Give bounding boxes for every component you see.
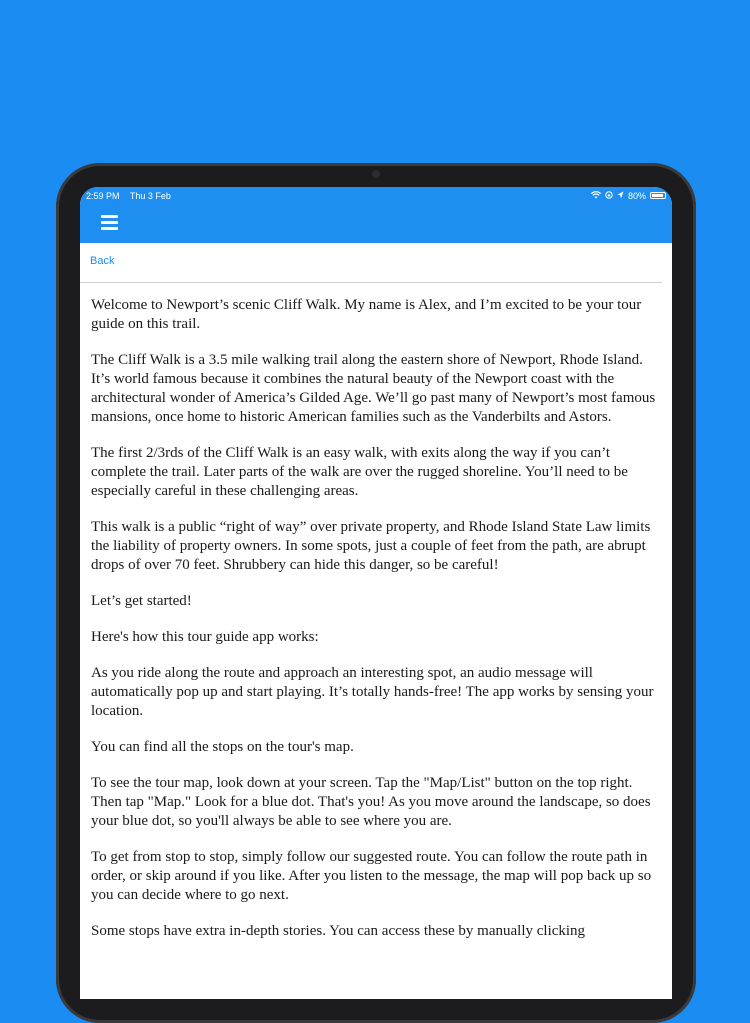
status-date: Thu 3 Feb: [129, 190, 171, 201]
paragraph: As you ride along the route and approach an interesting spot, an audio message will automatically pop up and start playing. It’s totally hands-free! The app works by sensing your location.: [91, 665, 654, 719]
paragraph: To get from stop to stop, simply follow our suggested route. You can follow the route path in order, or skip around if you like. After you listen to the message, the map will pop back up so you can decide where to go next.: [91, 849, 652, 903]
article-body: [80, 296, 672, 941]
battery-icon: [650, 192, 666, 199]
paragraph: You can find all the stops on the tour's map.: [91, 739, 354, 755]
app-screen: [80, 187, 672, 999]
front-camera: [372, 170, 380, 178]
paragraph: The Cliff Walk is a 3.5 mile walking trail along the eastern shore of Newport, Rhode Island. It’s world famous because it combines the natural beauty of the Newport coast with the architectural wonder of America’s Gilded Age. We’ll go past many of Newport’s most famous mansions, once home to historic American families such as the Vanderbilts and Astors.: [91, 352, 656, 425]
app-header: [80, 204, 672, 243]
paragraph: To see the tour map, look down at your screen. Tap the "Map/List" button on the top right. Then tap "Map." Look for a blue dot. That's you! As you move around the landscape, so does your blue dot, so you'll always be able to see where you are.: [91, 775, 651, 829]
paragraph: Welcome to Newport’s scenic Cliff Walk. My name is Alex, and I’m excited to be your tour guide on this trail.: [91, 297, 642, 332]
tablet-frame: [56, 163, 696, 1023]
paragraph: Some stops have extra in-depth stories. You can access these by manually clicking: [91, 923, 586, 939]
orientation-lock-icon: [605, 191, 613, 201]
battery-percent: 80%: [627, 190, 646, 201]
back-bar: [80, 243, 662, 283]
paragraph: The first 2/3rds of the Cliff Walk is an easy walk, with exits along the way if you can’t complete the trail. Later parts of the walk are over the rugged shoreline. You’ll need to be especially careful in these challenging areas.: [91, 445, 628, 499]
status-bar: [80, 187, 672, 204]
status-time: 2:59 PM: [86, 190, 120, 201]
location-arrow-icon: [617, 191, 624, 201]
menu-icon[interactable]: [101, 215, 118, 229]
paragraph: Here's how this tour guide app works:: [91, 629, 319, 645]
paragraph: Let’s get started!: [91, 593, 192, 609]
wifi-icon: [591, 191, 601, 201]
paragraph: This walk is a public “right of way” over private property, and Rhode Island State Law limits the liability of property owners. In some spots, just a couple of feet from the path, are abrupt drops of over 70 feet. Shrubbery can hide this danger, so be careful!: [91, 519, 651, 573]
back-link[interactable]: Back: [90, 255, 115, 267]
